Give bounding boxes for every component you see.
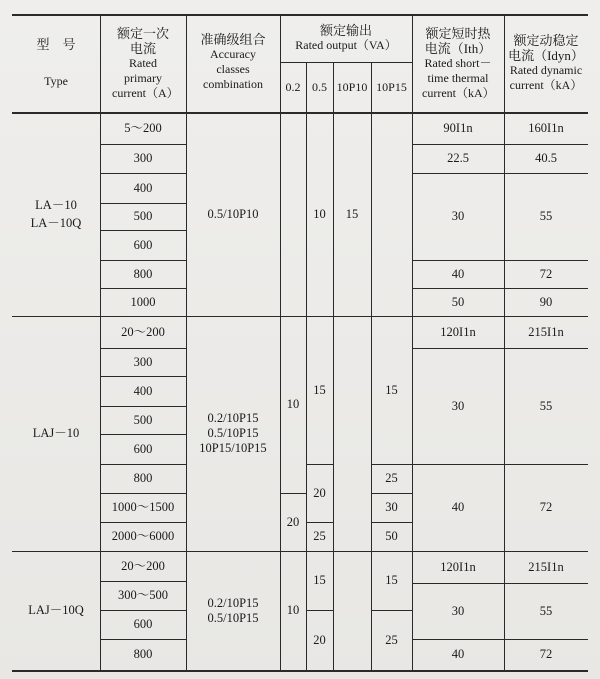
rule [100, 260, 186, 261]
group1-idyn-5: 90 [539, 294, 553, 309]
group1-current-4: 500 [133, 209, 153, 223]
group1-type: LA－10 LA－10Q [30, 198, 82, 230]
rule [306, 522, 333, 523]
rule [100, 464, 186, 465]
group2-current-4: 500 [133, 412, 153, 427]
rule-col [100, 14, 101, 670]
rule [100, 348, 186, 349]
rule [280, 493, 306, 494]
rule [371, 493, 412, 494]
group1-current-7: 1000 [130, 294, 156, 309]
group3-ith-1: 120I1n [440, 559, 476, 574]
rule [412, 464, 588, 465]
group1-ith-1: 90I1n [443, 120, 473, 135]
group2-out-10p15-1: 15 [385, 382, 398, 397]
group1-ith-3: 30 [451, 209, 465, 223]
header-idyn-en: Rated dynamic current（kA） [509, 63, 583, 92]
header-output-cn: 额定输出 [319, 23, 372, 38]
group2-out-02b: 20 [286, 514, 300, 529]
group1-current-5: 600 [133, 237, 153, 252]
header-out-col-02: 0.2 [285, 79, 301, 94]
group2-idyn-1: 215I1n [528, 324, 564, 339]
rule-header-bottom [12, 112, 588, 114]
group2-current-7: 1000～1500 [111, 500, 175, 514]
group2-current-5: 600 [133, 441, 153, 456]
group3-idyn-2: 55 [539, 603, 553, 618]
rule [412, 173, 588, 174]
group3-type: LAJ－10Q [28, 603, 84, 617]
group2-current-1: 20～200 [121, 324, 165, 339]
group2-out-10p15-2: 25 [385, 471, 398, 485]
rule [100, 144, 186, 145]
group2-out-02: 10 [286, 397, 300, 411]
group2-idyn-3: 72 [539, 500, 553, 514]
rule [100, 376, 186, 377]
rule [100, 610, 186, 611]
header-primary-en: Rated primary current（A） [112, 55, 179, 100]
group1-current-3: 400 [133, 180, 153, 195]
group3-idyn-1: 215I1n [528, 559, 564, 574]
group2-current-2: 300 [133, 354, 153, 369]
header-type [12, 14, 100, 112]
rule [412, 639, 588, 640]
group3-ith-3: 40 [451, 647, 465, 661]
group1-ith-5: 50 [451, 294, 465, 309]
group1-idyn-1: 160I1n [528, 120, 564, 135]
rule-bottom [12, 670, 588, 672]
rule [371, 464, 412, 465]
group2-out-10p15-4: 50 [385, 529, 398, 543]
group3-current-3: 600 [133, 617, 153, 631]
group1-idyn-3: 55 [539, 209, 553, 223]
group1-idyn-2: 40.5 [535, 151, 557, 165]
group1-ith-4: 40 [451, 266, 465, 281]
group1-current-2: 300 [133, 151, 153, 165]
rule-output-sub [280, 62, 412, 63]
header-primary-cn: 额定一次电流 [116, 25, 169, 56]
rule-group1-bottom [12, 316, 588, 317]
group2-accuracy: 0.2/10P15 0.5/10P15 10P15/10P15 [199, 411, 267, 455]
group2-out-10p15-3: 30 [385, 500, 398, 514]
rule-col [333, 62, 334, 670]
header-out-col-05: 0.5 [312, 79, 327, 94]
header-accuracy-en: Accuracy classes combination [203, 47, 263, 91]
group2-type: LAJ－10 [32, 426, 80, 440]
header-type-en: Type [44, 74, 68, 88]
header-primary [100, 14, 186, 112]
group2-out-05-3: 25 [313, 529, 326, 543]
group3-out-10p15-2: 25 [385, 632, 398, 647]
group3-current-2: 300～500 [117, 588, 168, 602]
group2-out-05-2: 20 [313, 485, 326, 500]
header-ith-en: Rated short－time thermal current（kA） [422, 55, 495, 100]
rule [412, 144, 588, 145]
group3-accuracy: 0.2/10P15 0.5/10P15 [207, 595, 259, 625]
rule [306, 464, 333, 465]
group1-out-05: 10 [313, 206, 326, 221]
header-type-cn: 型 号 [36, 37, 76, 52]
header-accuracy-cn: 准确级组合 [200, 32, 266, 47]
header-out-col-10p10: 10P10 [336, 79, 368, 94]
group3-ith-2: 30 [451, 603, 465, 618]
group2-ith-1: 120I1n [440, 324, 476, 339]
group3-out-05-2: 20 [313, 632, 326, 647]
header-idyn [504, 14, 588, 112]
rule-col [280, 14, 281, 670]
rule-col [186, 14, 187, 670]
rule [100, 493, 186, 494]
header-ith [412, 14, 504, 112]
rule-col [504, 14, 505, 670]
rule [100, 173, 186, 174]
rule [412, 348, 588, 349]
group2-ith-3: 40 [451, 500, 465, 514]
group2-current-6: 800 [133, 471, 153, 485]
group1-idyn-4: 72 [539, 266, 553, 281]
rule [412, 288, 588, 289]
rule [100, 406, 186, 407]
rule-top [12, 14, 588, 16]
header-ith-cn: 额定短时热电流（Ith） [424, 25, 492, 56]
group3-out-02: 10 [286, 603, 300, 617]
rule [371, 522, 412, 523]
group1-ith-2: 22.5 [447, 151, 469, 165]
group1-out-10p10: 15 [345, 206, 359, 221]
group2-out-05-1: 15 [313, 382, 326, 397]
group3-out-05-1: 15 [313, 573, 326, 587]
rule [412, 583, 588, 584]
group2-current-8: 2000～6000 [111, 529, 175, 543]
rule [371, 610, 412, 611]
group2-current-3: 400 [133, 383, 153, 398]
rule [100, 639, 186, 640]
group1-accuracy: 0.5/10P10 [207, 206, 259, 221]
rule-group2-bottom [12, 551, 588, 552]
header-accuracy [186, 14, 280, 112]
group2-ith-2: 30 [451, 398, 465, 413]
header-output-en: Rated output（VA） [295, 38, 397, 52]
rule-col [306, 62, 307, 670]
rule [100, 581, 186, 582]
rule [100, 522, 186, 523]
header-idyn-cn: 额定动稳定电流（Idyn） [508, 33, 584, 63]
group3-current-1: 20～200 [121, 558, 165, 573]
header-out-col-10p15: 10P15 [376, 79, 407, 94]
rule [100, 288, 186, 289]
group2-idyn-2: 55 [539, 398, 553, 413]
group3-idyn-3: 72 [539, 647, 553, 661]
rule-col [412, 14, 413, 670]
header-output [280, 14, 412, 62]
rule [100, 230, 186, 231]
rule [306, 610, 333, 611]
group1-current-6: 800 [133, 266, 153, 281]
rule [100, 434, 186, 435]
rule [100, 203, 186, 204]
rule [412, 260, 588, 261]
group3-current-4: 800 [133, 647, 153, 661]
rule-col [371, 62, 372, 670]
group1-current-1: 5～200 [124, 120, 162, 135]
group3-out-10p15-1: 15 [385, 573, 398, 587]
